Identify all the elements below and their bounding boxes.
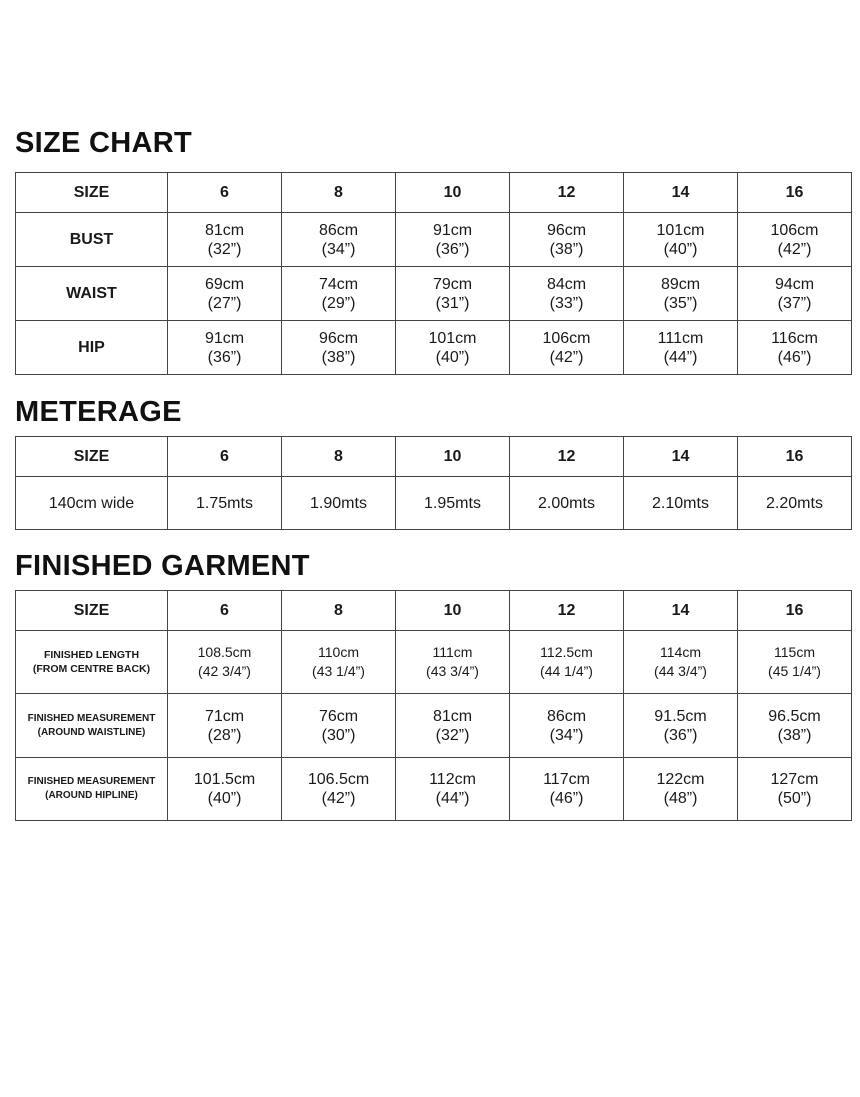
cell: 116cm (46”) <box>738 321 852 375</box>
row-label: HIP <box>16 321 168 375</box>
finished-garment-title: FINISHED GARMENT <box>15 550 310 582</box>
row-label: 140cm wide <box>16 477 168 530</box>
cell: 2.10mts <box>624 477 738 530</box>
row-label: WAIST <box>16 267 168 321</box>
meterage-header-row <box>16 437 852 477</box>
row-label: FINISHED MEASUREMENT (AROUND WAISTLINE) <box>16 694 168 758</box>
cell: 112.5cm (44 1/4”) <box>510 631 624 694</box>
cell: 111cm (44”) <box>624 321 738 375</box>
row-label: FINISHED MEASUREMENT (AROUND HIPLINE) <box>16 758 168 821</box>
table-row-waist <box>16 267 852 321</box>
cell: 76cm (30”) <box>282 694 396 758</box>
table-row-140cm-wide <box>16 477 852 530</box>
cell: 74cm (29”) <box>282 267 396 321</box>
cell: 84cm (33”) <box>510 267 624 321</box>
cell: 117cm (46”) <box>510 758 624 821</box>
cell: 110cm (43 1/4”) <box>282 631 396 694</box>
size-chart-header-row <box>16 173 852 213</box>
cell: 86cm (34”) <box>510 694 624 758</box>
cell: 2.20mts <box>738 477 852 530</box>
header-size-14: 14 <box>624 437 738 477</box>
cell: 127cm (50”) <box>738 758 852 821</box>
row-label: FINISHED LENGTH (FROM CENTRE BACK) <box>16 631 168 694</box>
size-chart-title: SIZE CHART <box>15 127 192 159</box>
header-size-6: 6 <box>168 437 282 477</box>
meterage-table <box>15 436 852 530</box>
header-size-8: 8 <box>282 173 396 213</box>
meterage-title: METERAGE <box>15 396 182 428</box>
cell: 1.75mts <box>168 477 282 530</box>
header-size: SIZE <box>16 591 168 631</box>
cell: 101cm (40”) <box>396 321 510 375</box>
row-label: BUST <box>16 213 168 267</box>
header-size-6: 6 <box>168 173 282 213</box>
cell: 94cm (37”) <box>738 267 852 321</box>
cell: 106cm (42”) <box>510 321 624 375</box>
cell: 1.90mts <box>282 477 396 530</box>
header-size-8: 8 <box>282 591 396 631</box>
header-size-10: 10 <box>396 437 510 477</box>
header-size-16: 16 <box>738 591 852 631</box>
cell: 91.5cm (36”) <box>624 694 738 758</box>
header-size: SIZE <box>16 437 168 477</box>
table-row-finished-waistline <box>16 694 852 758</box>
table-row-finished-length <box>16 631 852 694</box>
header-size-6: 6 <box>168 591 282 631</box>
cell: 106cm (42”) <box>738 213 852 267</box>
header-size-10: 10 <box>396 591 510 631</box>
header-size-12: 12 <box>510 591 624 631</box>
cell: 79cm (31”) <box>396 267 510 321</box>
cell: 71cm (28”) <box>168 694 282 758</box>
cell: 122cm (48”) <box>624 758 738 821</box>
cell: 69cm (27”) <box>168 267 282 321</box>
cell: 96.5cm (38”) <box>738 694 852 758</box>
cell: 91cm (36”) <box>168 321 282 375</box>
cell: 101.5cm (40”) <box>168 758 282 821</box>
finished-garment-table <box>15 590 852 821</box>
cell: 106.5cm (42”) <box>282 758 396 821</box>
cell: 96cm (38”) <box>282 321 396 375</box>
table-row-bust <box>16 213 852 267</box>
table-row-finished-hipline <box>16 758 852 821</box>
cell: 112cm (44”) <box>396 758 510 821</box>
header-size: SIZE <box>16 173 168 213</box>
header-size-14: 14 <box>624 591 738 631</box>
cell: 81cm (32”) <box>396 694 510 758</box>
header-size-12: 12 <box>510 173 624 213</box>
header-size-12: 12 <box>510 437 624 477</box>
finished-header-row <box>16 591 852 631</box>
cell: 1.95mts <box>396 477 510 530</box>
header-size-16: 16 <box>738 437 852 477</box>
cell: 81cm (32”) <box>168 213 282 267</box>
cell: 101cm (40”) <box>624 213 738 267</box>
cell: 89cm (35”) <box>624 267 738 321</box>
header-size-8: 8 <box>282 437 396 477</box>
cell: 91cm (36”) <box>396 213 510 267</box>
cell: 111cm (43 3/4”) <box>396 631 510 694</box>
table-row-hip <box>16 321 852 375</box>
header-size-16: 16 <box>738 173 852 213</box>
cell: 96cm (38”) <box>510 213 624 267</box>
header-size-10: 10 <box>396 173 510 213</box>
cell: 2.00mts <box>510 477 624 530</box>
cell: 108.5cm (42 3/4”) <box>168 631 282 694</box>
size-chart-table <box>15 172 852 375</box>
cell: 115cm (45 1/4”) <box>738 631 852 694</box>
header-size-14: 14 <box>624 173 738 213</box>
cell: 86cm (34”) <box>282 213 396 267</box>
cell: 114cm (44 3/4”) <box>624 631 738 694</box>
